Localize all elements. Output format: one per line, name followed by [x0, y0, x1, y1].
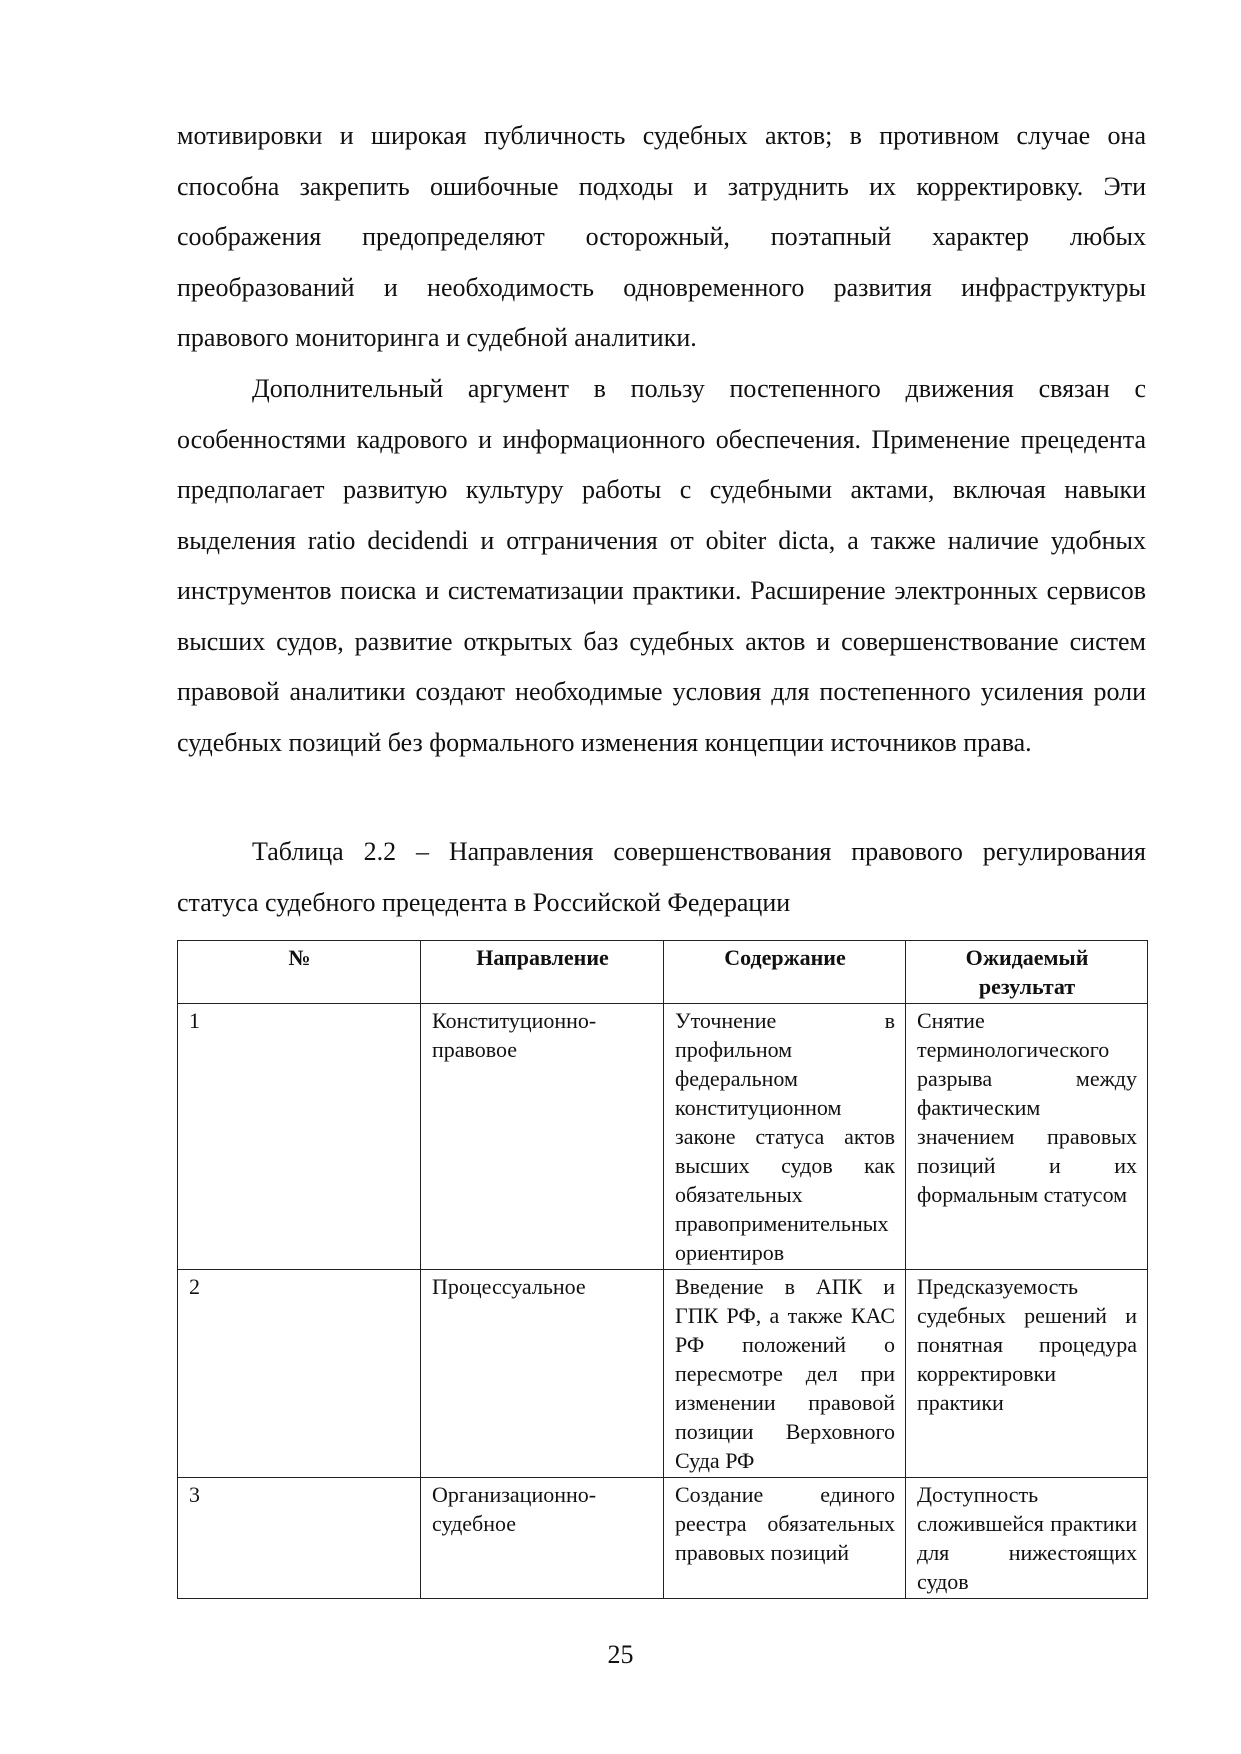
header-direction: Направление: [421, 941, 664, 1004]
table-row: [178, 1004, 1148, 1270]
cell-direction: Организационно-судебное: [421, 1478, 664, 1599]
cell-direction: Процессуальное: [421, 1270, 664, 1478]
cell-content: Уточнение в профильном федеральном конституционном законе статуса актов высших судов как обязательных правоприменительных ориентиров: [664, 1004, 906, 1270]
table-caption-text: Таблица 2.2 – Направления совершенствования правового регулирования статуса судебного прецедента в Российской Федерации: [177, 837, 1146, 917]
cell-number: 2: [178, 1270, 421, 1478]
paragraph-text: Дополнительный аргумент в пользу постепенного движения связан с особенностями кадрового и информационного обеспечения. Применение прецедента предполагает развитую культуру работы с судебными актами, включая навыки выделения ratio decidendi и отграничения от obiter dicta, а также наличие удобных инструментов поиска и систематизации практики. Расширение электронных сервисов высших судов, развитие открытых баз судебных актов и совершенствование систем правовой аналитики создают необходимые условия для постепенного усиления роли судебных позиций без формального изменения концепции источников права.: [177, 374, 1146, 757]
cell-content: Введение в АПК и ГПК РФ, а также КАС РФ положений о пересмотре дел при изменении правовой позиции Верховного Суда РФ: [664, 1270, 906, 1478]
page-number: 25: [607, 1640, 634, 1669]
cell-result: Предсказуемость судебных решений и понятная процедура корректировки практики: [906, 1270, 1148, 1478]
cell-number: 1: [178, 1004, 421, 1270]
cell-direction: Конституционно-правовое: [421, 1004, 664, 1270]
cell-result: Доступность сложившейся практики для нижестоящих судов: [906, 1478, 1148, 1599]
table-row: [178, 1270, 1148, 1478]
directions-table: [177, 940, 1148, 1599]
table-row: [178, 1478, 1148, 1599]
paragraph-additional-argument: [177, 364, 1146, 768]
cell-content: Создание единого реестра обязательных правовых позиций: [664, 1478, 906, 1599]
table-header-row: [178, 941, 1148, 1004]
header-expected-result: Ожидаемый результат: [906, 941, 1148, 1004]
cell-number: 3: [178, 1478, 421, 1599]
cell-result: Снятие терминологического разрыва между фактическим значением правовых позиций и их формальным статусом: [906, 1004, 1148, 1270]
paragraph-continuation: [177, 111, 1146, 364]
header-number: №: [178, 941, 421, 1004]
paragraph-text: мотивировки и широкая публичность судебных актов; в противном случае она способна закрепить ошибочные подходы и затруднить их корректировку. Эти соображения предопределяют осторожный, поэтапный характер любых преобразований и необходимость одновременного развития инфраструктуры правового мониторинга и судебной аналитики.: [177, 121, 1146, 352]
table-caption: [177, 827, 1146, 928]
header-content: Содержание: [664, 941, 906, 1004]
